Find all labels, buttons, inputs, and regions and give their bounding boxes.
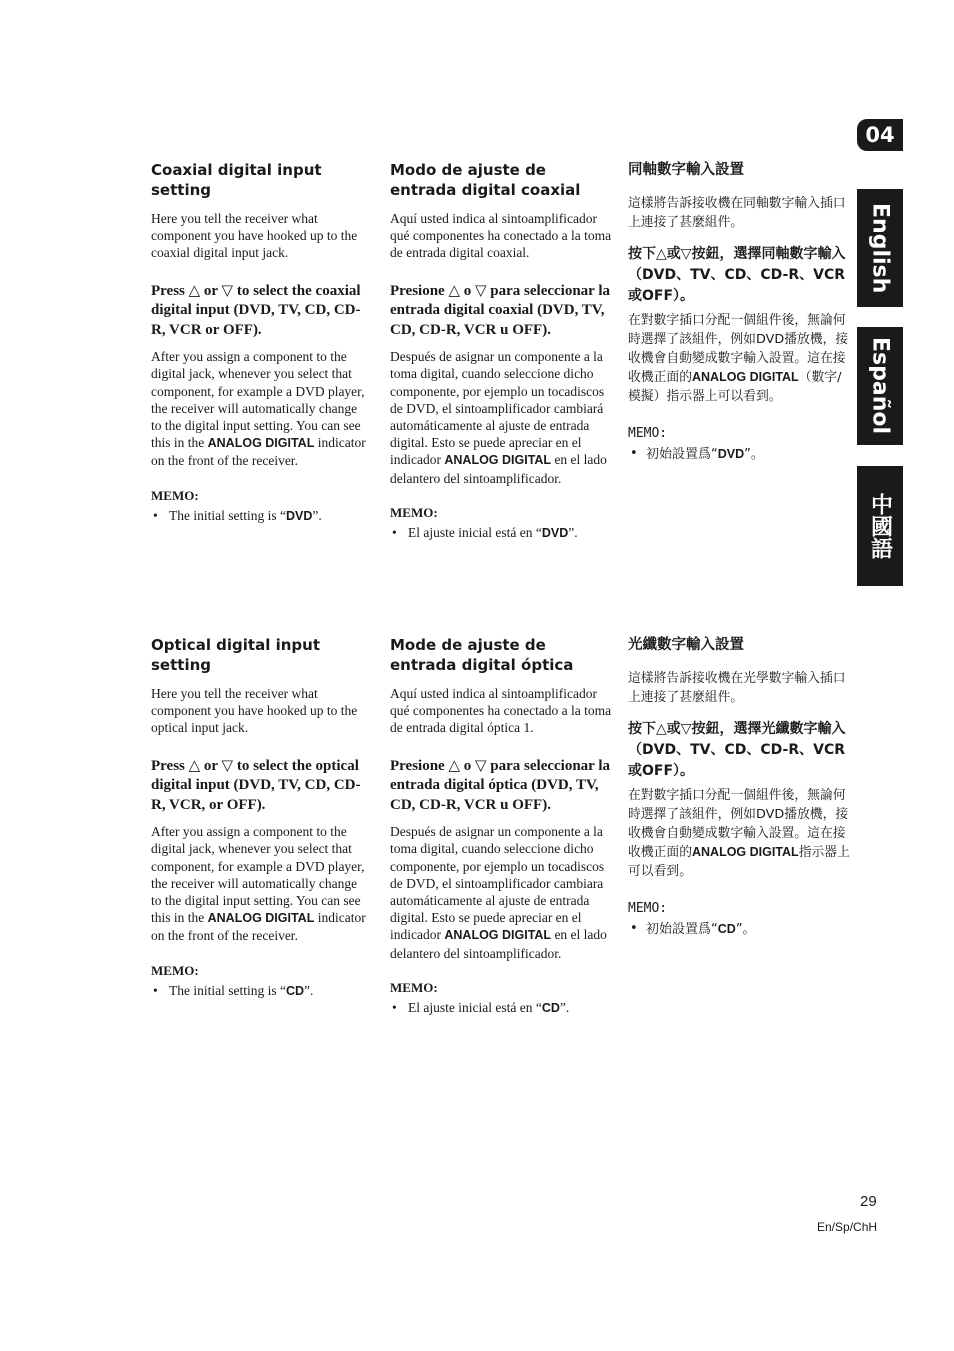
coaxial-en-memo-post: ”. xyxy=(312,507,322,523)
coaxial-en-memo-label: MEMO: xyxy=(151,487,199,503)
optical-en-body xyxy=(151,823,369,944)
optical-es-heading: Mode de ajuste de entrada digital óptica xyxy=(390,636,574,674)
optical-es-indicator: ANALOG DIGITAL xyxy=(444,928,552,943)
coaxial-es-memo-value: DVD xyxy=(541,525,569,540)
optical-zh-memo xyxy=(628,920,850,939)
optical-zh-memo-pre: 初始設置爲“ xyxy=(646,922,718,937)
optical-zh-body-text: 在對數字插口分配一個組件後，無論何時選擇了該組件，例如DVD播放機，接收機會自動變成數字輸入設置。這在接收機正面的 xyxy=(628,788,849,860)
tab-chinese-label: 中國語 xyxy=(867,493,893,559)
optical-en-column xyxy=(151,635,369,1000)
optical-zh-heading: 光纖數字輸入設置 xyxy=(628,637,744,653)
coaxial-es-body-text: Después de asignar un componente a la toma digital, cuando seleccione dicho componente, por ejemplo un tocadiscos de DVD, el sintoamplificador cambiará automáticamente al ajuste de entrada digital. Esto se puede apreciar en el indicador xyxy=(390,349,605,468)
optical-es-body xyxy=(390,823,612,962)
optical-zh-body xyxy=(628,786,850,881)
optical-es-memo-label: MEMO: xyxy=(390,979,438,995)
coaxial-zh-heading: 同軸數字輸入設置 xyxy=(628,162,744,178)
coaxial-zh-step: 按下△或▽按鈕，選擇同軸數字輸入（DVD、TV、CD、CD-R、VCR或OFF）。 xyxy=(628,246,846,304)
optical-es-memo-pre: El ajuste inicial está en “ xyxy=(408,999,542,1015)
tab-english xyxy=(857,189,903,307)
optical-es-memo-post: ”. xyxy=(559,999,570,1015)
coaxial-zh-body-text: 在對數字插口分配一個組件後，無論何時選擇了該組件，例如DVD播放機，接收機會自動變成數字輸入設置。這在接收機正面的 xyxy=(628,313,849,385)
coaxial-en-memo xyxy=(151,507,369,525)
coaxial-zh-body-end: （數字/模擬）指示器上可以看到。 xyxy=(628,370,842,404)
coaxial-zh-memo-label: MEMO: xyxy=(628,426,668,441)
coaxial-es-column xyxy=(390,160,612,542)
optical-en-step: Press △ or ▽ to select the optical digital input (DVD, TV, CD, CD-R, VCR, or OFF). xyxy=(151,757,361,813)
coaxial-zh-column xyxy=(628,160,850,464)
coaxial-en-body xyxy=(151,348,369,469)
optical-en-body-text: After you assign a component to the digital jack, whenever you select that component, for example a DVD player, the receiver will automatically change to the digital input setting. You can see this in the xyxy=(151,824,365,926)
coaxial-es-memo-pre: El ajuste inicial está en “ xyxy=(408,524,542,540)
optical-zh-memo-value: CD xyxy=(717,922,736,936)
optical-zh-indicator: ANALOG DIGITAL xyxy=(691,845,799,859)
coaxial-en-column xyxy=(151,160,369,525)
optical-en-indicator: ANALOG DIGITAL xyxy=(207,911,315,926)
tab-espanol xyxy=(857,327,903,445)
optical-en-intro: Here you tell the receiver what component you have hooked up to the optical input jack. xyxy=(151,686,358,736)
coaxial-en-memo-pre: The initial setting is “ xyxy=(169,507,286,523)
coaxial-en-heading: Coaxial digital input setting xyxy=(151,161,322,199)
optical-zh-intro: 這樣將告訴接收機在光學數字輸入插口上連接了甚麼組件。 xyxy=(628,671,846,705)
tab-english-label: English xyxy=(867,202,893,294)
coaxial-zh-memo xyxy=(628,445,850,464)
coaxial-zh-memo-pre: 初始設置爲“ xyxy=(646,447,718,462)
tab-chinese xyxy=(857,466,903,586)
coaxial-en-body-text: After you assign a component to the digital jack, whenever you select that component, for example a DVD player, the receiver will automatically change to the digital input setting. You can see this in the xyxy=(151,349,365,451)
page-language-code: En/Sp/ChH xyxy=(817,1220,878,1234)
coaxial-es-body xyxy=(390,348,612,487)
optical-zh-memo-label: MEMO: xyxy=(628,901,668,916)
coaxial-es-heading: Modo de ajuste de entrada digital coaxial xyxy=(390,161,581,199)
optical-zh-body-end: 指示器上可以看到。 xyxy=(628,845,850,879)
optical-en-memo-value: CD xyxy=(285,983,305,998)
optical-en-heading: Optical digital input setting xyxy=(151,636,320,674)
coaxial-zh-memo-value: DVD xyxy=(717,447,745,461)
optical-es-memo xyxy=(390,999,612,1017)
coaxial-en-intro: Here you tell the receiver what component you have hooked up to the coaxial digital input jack. xyxy=(151,211,358,261)
coaxial-es-memo xyxy=(390,524,612,542)
tab-espanol-label: Español xyxy=(867,337,893,435)
coaxial-es-memo-label: MEMO: xyxy=(390,504,438,520)
coaxial-es-memo-post: ”. xyxy=(568,524,578,540)
coaxial-en-memo-value: DVD xyxy=(285,508,313,523)
optical-es-step: Presione △ o ▽ para seleccionar la entrada digital óptica (DVD, TV, CD, CD-R, VCR u OFF). xyxy=(390,757,610,813)
coaxial-es-body-end: en el lado delantero del sintoamplificador. xyxy=(390,452,607,486)
optical-es-body-end: en el lado delantero del sintoamplificador. xyxy=(390,927,607,961)
optical-zh-step: 按下△或▽按鈕，選擇光纖數字輸入（DVD、TV、CD、CD-R、VCR或OFF）。 xyxy=(628,721,846,779)
optical-en-memo-post: ”. xyxy=(304,982,314,998)
optical-en-body-end: indicator on the front of the receiver. xyxy=(151,910,366,944)
coaxial-en-body-end: indicator on the front of the receiver. xyxy=(151,435,366,469)
coaxial-es-step: Presione △ o ▽ para seleccionar la entrada digital coaxial (DVD, TV, CD, CD-R, VCR u OFF). xyxy=(390,282,610,338)
optical-zh-memo-post: ”。 xyxy=(735,922,756,937)
coaxial-en-indicator: ANALOG DIGITAL xyxy=(207,436,315,451)
optical-en-memo-label: MEMO: xyxy=(151,962,199,978)
optical-en-memo-pre: The initial setting is “ xyxy=(169,982,286,998)
optical-es-column xyxy=(390,635,612,1017)
optical-es-memo-value: CD xyxy=(541,1000,560,1015)
coaxial-zh-body xyxy=(628,311,850,406)
coaxial-es-intro: Aquí usted indica al sintoamplificador qué componentes ha conectado a la toma de entrada digital coaxial. xyxy=(390,211,612,261)
coaxial-zh-intro: 這樣將告訴接收機在同軸數字輸入插口上連接了甚麼組件。 xyxy=(628,196,846,230)
coaxial-en-step: Press △ or ▽ to select the coaxial digital input (DVD, TV, CD, CD-R, VCR or OFF). xyxy=(151,282,361,338)
chapter-badge: 04 xyxy=(857,119,903,151)
coaxial-es-indicator: ANALOG DIGITAL xyxy=(444,453,552,468)
optical-en-memo xyxy=(151,982,369,1000)
page-number: 29 xyxy=(860,1193,877,1210)
coaxial-zh-memo-post: ”。 xyxy=(744,447,764,462)
optical-es-body-text: Después de asignar un componente a la toma digital, cuando seleccione dicho componente, por ejemplo un tocadiscos de DVD, el sintoamplificador cambiara automáticamente al ajuste de entrada digital. Esto se puede apreciar en el indicador xyxy=(390,824,605,943)
optical-zh-column xyxy=(628,635,850,939)
optical-es-intro: Aquí usted indica al sintoamplificador qué componentes ha conectado a la toma de entrada digital óptica 1. xyxy=(390,686,612,736)
coaxial-zh-indicator: ANALOG DIGITAL xyxy=(691,370,799,384)
